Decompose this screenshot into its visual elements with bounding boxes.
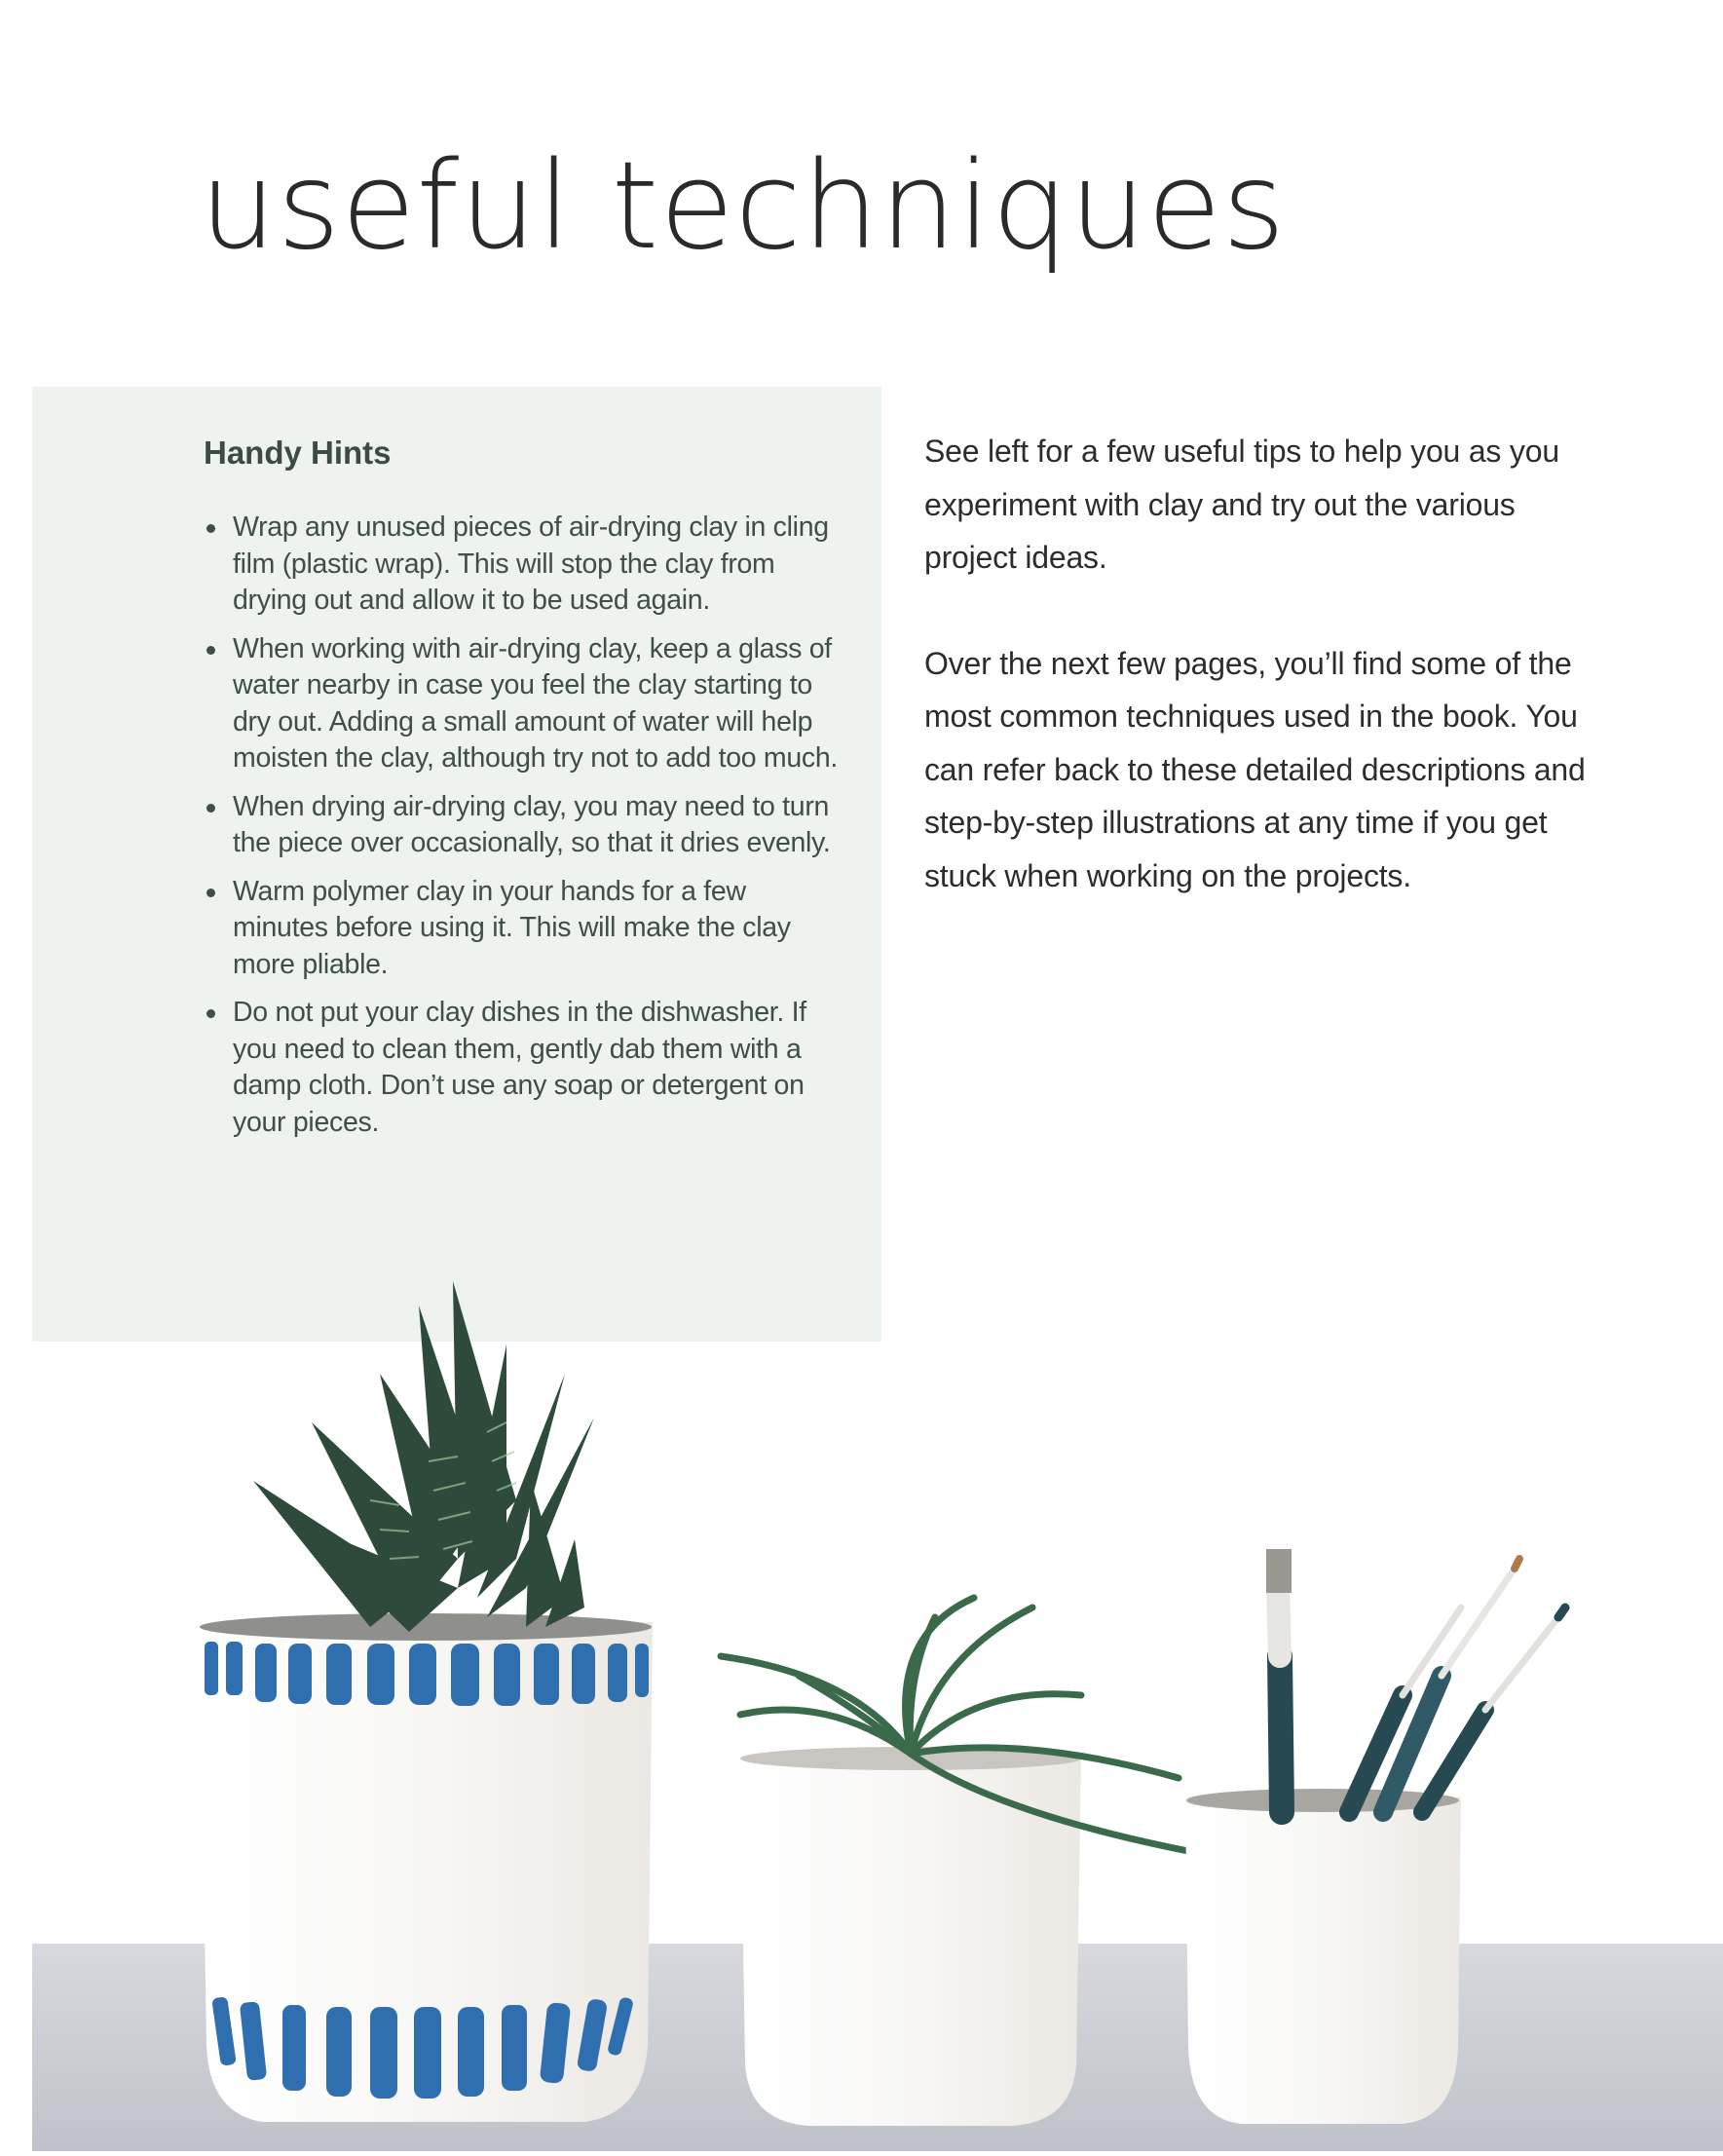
intro-paragraph: See left for a few useful tips to help you as you experiment with clay and try out the various project ideas. <box>924 434 1559 575</box>
bullet-icon <box>206 524 215 533</box>
bullet-icon <box>206 646 215 655</box>
plain-pot <box>740 1747 1081 2126</box>
page-title: useful techniques <box>200 136 1287 277</box>
hint-text: Wrap any unused pieces of air-drying clay in cling film (plastic wrap). This will stop the clay from drying out and allow it to be used again. <box>233 511 829 616</box>
bullet-icon <box>206 889 215 897</box>
pots-illustration-icon <box>0 1267 1723 2151</box>
hint-text: Do not put your clay dishes in the dishwasher. If you need to clean them, gently dab them with a damp cloth. Don’t use any soap or detergent on your pieces. <box>233 997 806 1138</box>
striped-pot <box>200 1613 653 2122</box>
bullet-icon <box>206 804 215 813</box>
pots-photo <box>0 1267 1723 2151</box>
hint-text: When working with air-drying clay, keep a glass of water nearby in case you feel the clay starting to dry out. Adding a small amount of water will help moisten the clay, although try not to add too much. <box>233 632 839 774</box>
hint-text: Warm polymer clay in your hands for a few minutes before using it. This will make the clay more pliable. <box>233 875 791 980</box>
hint-item <box>204 874 846 984</box>
intro-paragraph: Over the next few pages, you’ll find some of the most common techniques used in the book. You can refer back to these detailed descriptions and step-by-step illustrations at any time if you get stuck when working on the projects. <box>924 645 1586 893</box>
hint-item <box>204 995 846 1141</box>
hint-item <box>204 631 846 777</box>
hints-heading: Handy Hints <box>204 435 392 471</box>
paintbrushes <box>1266 1549 1565 1812</box>
zebra-succulent <box>253 1281 594 1632</box>
bullet-icon <box>206 1009 215 1018</box>
hint-item <box>204 789 846 862</box>
hints-list <box>204 510 846 1153</box>
brush-pot <box>1185 1789 1461 2124</box>
hint-text: When drying air-drying clay, you may need to turn the piece over occasionally, so that it dries evenly. <box>233 790 831 858</box>
intro-text <box>924 425 1606 955</box>
hint-item <box>204 510 846 620</box>
